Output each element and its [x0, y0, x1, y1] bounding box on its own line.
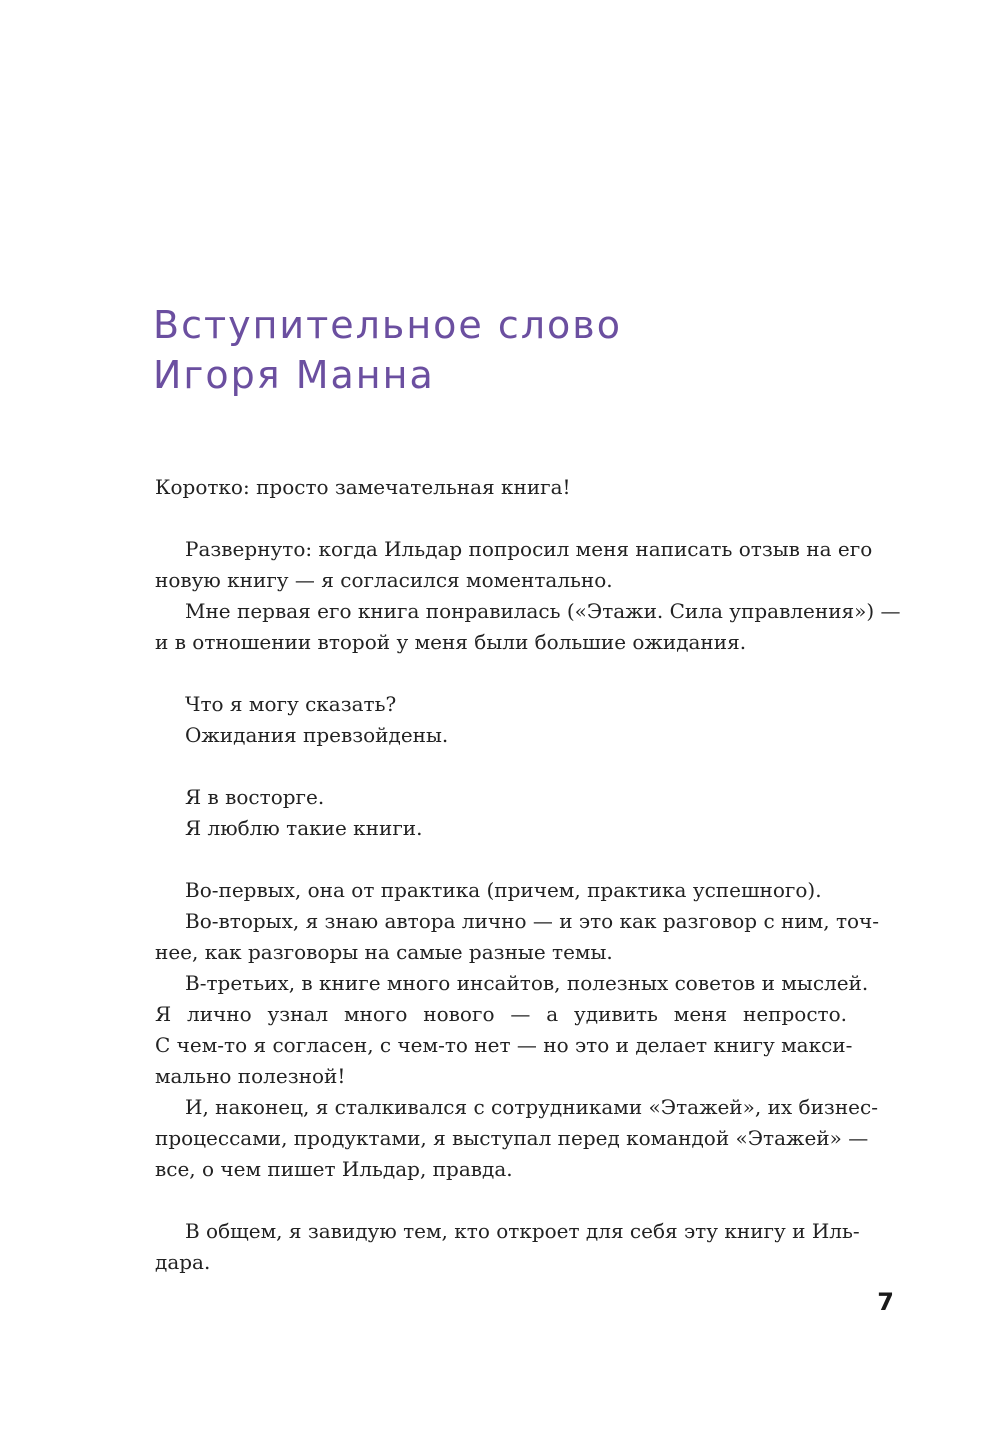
paragraph-gap: [155, 844, 847, 875]
text-line: Ожидания превзойдены.: [185, 723, 449, 747]
page-number: 7: [877, 1288, 894, 1316]
body-text: [155, 472, 901, 1278]
text-line: В-третьих, в книге много инсайтов, полезных советов и мыслей.: [185, 971, 869, 995]
chapter-title-line-1: Вступительное слово: [153, 303, 622, 347]
text-line: Во-первых, она от практика (причем, практика успешного).: [185, 878, 822, 902]
text-line: Во-вторых, я знаю автора лично — и это как разговор с ним, точ-: [185, 909, 880, 933]
text-line: мально полезной!: [155, 1064, 346, 1088]
text-line: Я люблю такие книги.: [185, 816, 423, 840]
text-line: процессами, продуктами, я выступал перед командой «Этажей» —: [155, 1126, 869, 1150]
text-line: и в отношении второй у меня были большие ожидания.: [155, 630, 747, 654]
text-line: В общем, я завидую тем, кто откроет для себя эту книгу и Иль-: [185, 1219, 860, 1243]
text-line: новую книгу — я согласился моментально.: [155, 568, 613, 592]
paragraph-gap: [155, 658, 847, 689]
text-line: Коротко: просто замечательная книга!: [155, 475, 571, 499]
paragraph-gap: [155, 503, 847, 534]
text-line: Мне первая его книга понравилась («Этажи. Сила управления») —: [185, 599, 901, 623]
text-line: Развернуто: когда Ильдар попросил меня написать отзыв на его: [185, 537, 873, 561]
text-line: Я лично узнал много нового — а удивить меня непросто.: [155, 1002, 847, 1026]
text-line: дара.: [155, 1250, 211, 1274]
text-line: Я в восторге.: [185, 785, 325, 809]
text-line: С чем-то я согласен, с чем-то нет — но это и делает книгу макси-: [155, 1033, 853, 1057]
text-line: нее, как разговоры на самые разные темы.: [155, 940, 613, 964]
text-line: И, наконец, я сталкивался с сотрудниками «Этажей», их бизнес-: [185, 1095, 878, 1119]
text-line: все, о чем пишет Ильдар, правда.: [155, 1157, 513, 1181]
paragraph-gap: [155, 751, 847, 782]
text-line: Что я могу сказать?: [185, 692, 397, 716]
chapter-title-line-2: Игоря Манна: [153, 353, 435, 397]
paragraph-gap: [155, 1185, 847, 1216]
chapter-title: [153, 300, 873, 400]
